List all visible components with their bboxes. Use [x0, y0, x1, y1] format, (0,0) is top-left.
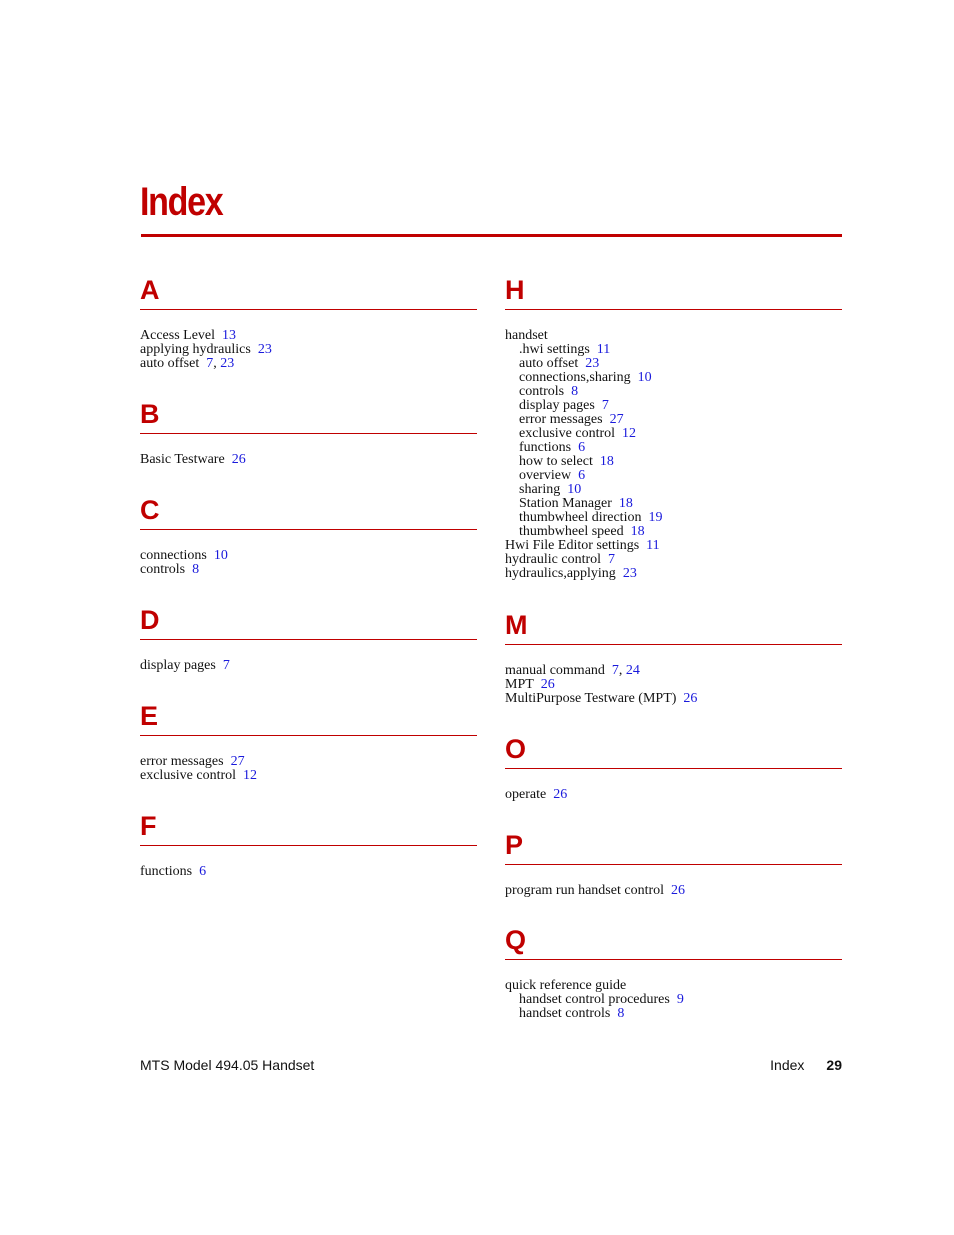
footer-document-title: MTS Model 494.05 Handset: [140, 1057, 315, 1073]
entry-list: [505, 979, 842, 1021]
index-subentry: [505, 399, 842, 413]
entry-term: error messages: [140, 754, 224, 769]
index-subentry: [505, 385, 842, 399]
entry-term: Station Manager: [519, 496, 612, 511]
entry-term: .hwi settings: [519, 342, 590, 357]
index-subentry: [505, 413, 842, 427]
entry-term: display pages: [140, 658, 216, 673]
page-link[interactable]: 26: [671, 883, 686, 898]
index-section-m: [505, 610, 842, 706]
section-letter: P: [505, 830, 524, 860]
entry-list: [140, 329, 477, 371]
entry-term: sharing: [519, 482, 561, 497]
page-link[interactable]: 10: [637, 370, 652, 385]
index-subentry: [505, 455, 842, 469]
index-section-f: [140, 811, 477, 879]
entry-term: exclusive control: [140, 768, 237, 783]
page-link[interactable]: 19: [648, 510, 663, 525]
entry-term: MPT: [505, 677, 534, 692]
page-link[interactable]: 12: [243, 768, 258, 783]
page-separator: ,: [213, 356, 221, 371]
entry-term: handset control procedures: [519, 992, 670, 1007]
section-rule: [140, 639, 477, 640]
section-rule: [140, 845, 477, 846]
section-letter: B: [140, 399, 160, 429]
page-link[interactable]: 6: [578, 468, 586, 483]
page-separator: ,: [618, 663, 626, 678]
index-entry: [140, 659, 477, 673]
index-subentry: [505, 483, 842, 497]
page-link[interactable]: 11: [596, 342, 611, 357]
entry-term: auto offset: [519, 356, 579, 371]
index-entry: [505, 664, 842, 678]
page-link[interactable]: 26: [553, 787, 568, 802]
entry-list: [505, 884, 842, 898]
section-rule: [505, 309, 842, 310]
page-link[interactable]: 10: [567, 482, 582, 497]
index-section-q: [505, 925, 842, 1021]
entry-term: MultiPurpose Testware (MPT): [505, 691, 677, 706]
page-link[interactable]: 26: [683, 691, 698, 706]
entry-term: applying hydraulics: [140, 342, 251, 357]
section-letter: Q: [505, 925, 527, 955]
title-rule: [141, 234, 842, 237]
page-link[interactable]: 12: [622, 426, 637, 441]
index-entry: [505, 329, 842, 343]
page-link[interactable]: 23: [585, 356, 600, 371]
page-link[interactable]: 18: [618, 496, 633, 511]
entry-term: auto offset: [140, 356, 200, 371]
section-rule: [140, 529, 477, 530]
page-link[interactable]: 18: [599, 454, 614, 469]
entry-term: controls: [519, 384, 565, 399]
index-section-e: [140, 701, 477, 783]
section-rule: [140, 735, 477, 736]
index-entry: [505, 884, 842, 898]
index-subentry: [505, 427, 842, 441]
page-link[interactable]: 7: [206, 356, 214, 371]
footer-right: [770, 1057, 842, 1073]
section-rule: [505, 959, 842, 960]
page-link[interactable]: 23: [622, 566, 637, 581]
index-subentry: [505, 511, 842, 525]
index-entry: [140, 453, 477, 467]
entry-term: handset controls: [519, 1006, 611, 1021]
entry-list: [140, 865, 477, 879]
entry-term: exclusive control: [519, 426, 616, 441]
index-subentry: [505, 371, 842, 385]
entry-term: how to select: [519, 454, 593, 469]
entry-list: [140, 453, 477, 467]
page-link[interactable]: 27: [609, 412, 624, 427]
entry-list: [505, 664, 842, 706]
entry-term: thumbwheel direction: [519, 510, 642, 525]
page-link[interactable]: 7: [222, 658, 230, 673]
index-entry: [505, 979, 842, 993]
index-section-h: [505, 275, 842, 581]
page-link[interactable]: 27: [230, 754, 245, 769]
index-entry: [140, 865, 477, 879]
section-letter: H: [505, 275, 525, 305]
section-letter: C: [140, 495, 160, 525]
entry-list: [140, 659, 477, 673]
index-entry: [505, 553, 842, 567]
section-letter: O: [505, 734, 527, 764]
footer-page-number: 29: [826, 1057, 842, 1073]
index-entry: [505, 692, 842, 706]
section-rule: [505, 864, 842, 865]
entry-term: Access Level: [140, 328, 216, 343]
entry-term: hydraulics,applying: [505, 566, 616, 581]
index-entry: [140, 329, 477, 343]
index-section-b: [140, 399, 477, 467]
page-link[interactable]: 8: [571, 384, 579, 399]
section-letter: E: [140, 701, 159, 731]
index-entry: [140, 769, 477, 783]
entry-list: [140, 549, 477, 577]
entry-term: functions: [519, 440, 572, 455]
page-link[interactable]: 7: [601, 398, 609, 413]
entry-term: controls: [140, 562, 186, 577]
page-link[interactable]: 26: [540, 677, 555, 692]
page-link[interactable]: 23: [257, 342, 272, 357]
section-letter: F: [140, 811, 157, 841]
page-link[interactable]: 10: [213, 548, 228, 563]
entry-term: manual command: [505, 663, 605, 678]
entry-list: [505, 329, 842, 581]
page-link[interactable]: 7: [608, 552, 616, 567]
page-title: Index: [140, 180, 223, 224]
entry-term: Basic Testware: [140, 452, 225, 467]
index-entry: [505, 539, 842, 553]
page-link[interactable]: 11: [646, 538, 660, 553]
section-rule: [505, 644, 842, 645]
page-link[interactable]: 6: [199, 864, 207, 879]
entry-list: [140, 755, 477, 783]
entry-term: functions: [140, 864, 193, 879]
page-link[interactable]: 9: [676, 992, 684, 1007]
index-section-p: [505, 830, 842, 898]
entry-term: error messages: [519, 412, 603, 427]
index-subentry: [505, 469, 842, 483]
index-entry: [140, 357, 477, 371]
index-entry: [140, 563, 477, 577]
page-link[interactable]: 23: [220, 356, 235, 371]
page-link[interactable]: 26: [231, 452, 246, 467]
page-link[interactable]: 13: [222, 328, 237, 343]
entry-term: quick reference guide: [505, 978, 627, 993]
section-letter: D: [140, 605, 160, 635]
index-subentry: [505, 525, 842, 539]
entry-term: thumbwheel speed: [519, 524, 624, 539]
section-rule: [140, 433, 477, 434]
entry-term: Hwi File Editor settings: [505, 538, 640, 553]
index-subentry: [505, 497, 842, 511]
index-subentry: [505, 1007, 842, 1021]
entry-term: operate: [505, 787, 547, 802]
section-letter: M: [505, 610, 528, 640]
index-section-a: [140, 275, 477, 371]
entry-term: hydraulic control: [505, 552, 602, 567]
index-section-c: [140, 495, 477, 577]
index-entry: [140, 549, 477, 563]
page-link[interactable]: 7: [611, 663, 619, 678]
entry-term: overview: [519, 468, 572, 483]
entry-list: [505, 788, 842, 802]
index-entry: [505, 678, 842, 692]
page-link[interactable]: 6: [578, 440, 586, 455]
section-rule: [505, 768, 842, 769]
index-entry: [140, 343, 477, 357]
section-letter: A: [140, 275, 160, 305]
index-subentry: [505, 343, 842, 357]
index-section-d: [140, 605, 477, 673]
index-entry: [505, 788, 842, 802]
section-rule: [140, 309, 477, 310]
entry-term: display pages: [519, 398, 595, 413]
page-link[interactable]: 8: [617, 1006, 625, 1021]
footer-section-label: Index: [770, 1057, 805, 1073]
index-subentry: [505, 441, 842, 455]
page-link[interactable]: 18: [630, 524, 645, 539]
entry-term: connections,sharing: [519, 370, 631, 385]
entry-term: connections: [140, 548, 207, 563]
index-subentry: [505, 357, 842, 371]
index-entry: [140, 755, 477, 769]
entry-term: handset: [505, 328, 548, 343]
index-section-o: [505, 734, 842, 802]
index-entry: [505, 567, 842, 581]
index-subentry: [505, 993, 842, 1007]
page-link[interactable]: 8: [192, 562, 200, 577]
entry-term: program run handset control: [505, 883, 665, 898]
page-link[interactable]: 24: [625, 663, 640, 678]
